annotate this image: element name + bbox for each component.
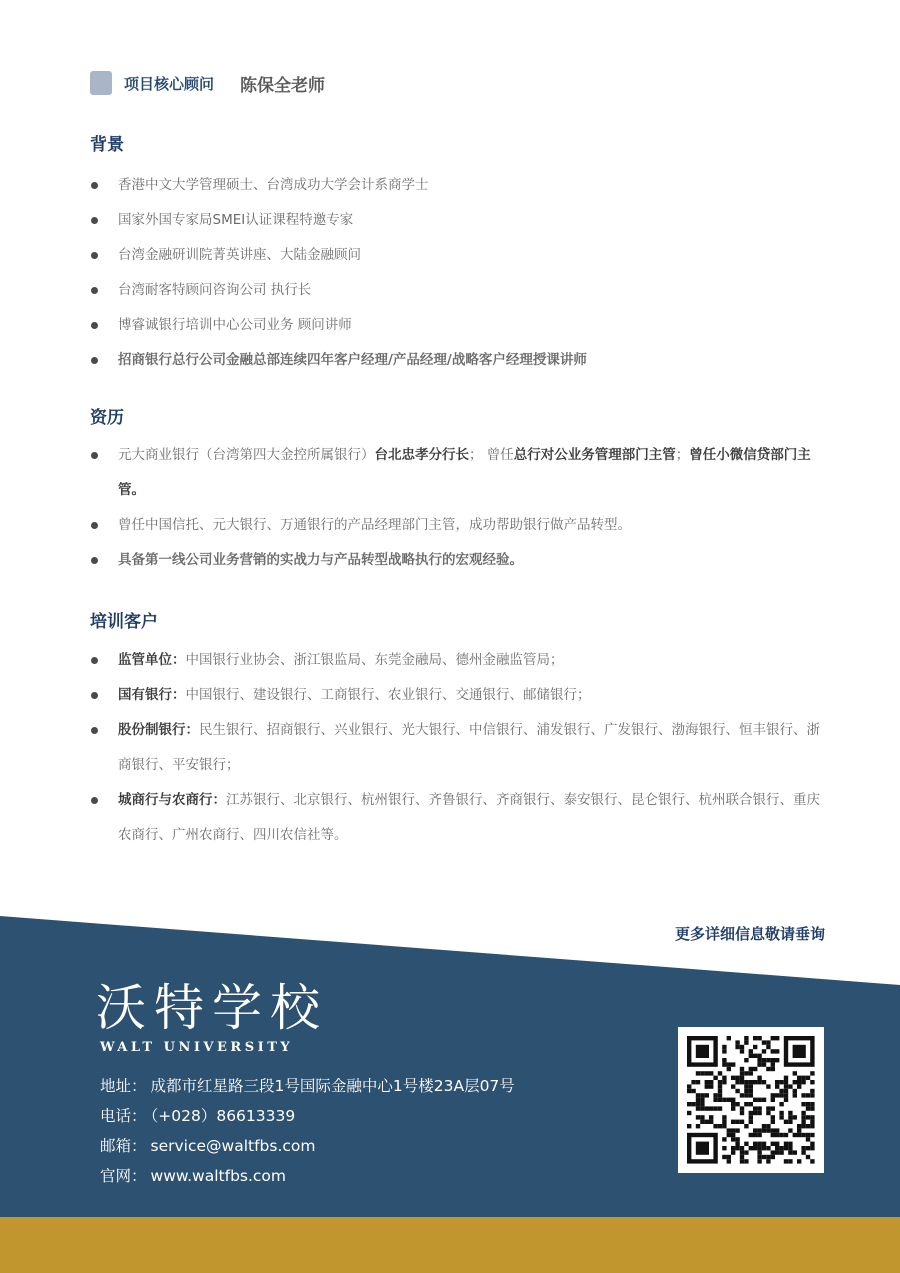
section-title-clients: 培训客户	[90, 612, 158, 632]
experience-highlight: 曾任小微信贷部门主管。	[118, 447, 811, 498]
email-line	[100, 1134, 316, 1156]
email-value[interactable]: service@waltfbs.com	[150, 1137, 316, 1155]
list-item	[90, 438, 820, 508]
list-item: 具备第一线公司业务营销的实战力与产品转型战略执行的宏观经验。	[90, 543, 820, 578]
qr-code-icon	[678, 1027, 824, 1173]
list-item	[90, 783, 820, 853]
experience-text: ；	[675, 447, 690, 463]
phone-value: （+028）86613339	[150, 1107, 296, 1125]
address-label: 地址：	[100, 1077, 147, 1095]
client-names: 民生银行、招商银行、兴业银行、光大银行、中信银行、浦发银行、广发银行、渤海银行、恒丰银行、浙商银行、平安银行；	[118, 722, 820, 773]
list-item	[90, 643, 820, 678]
phone-label: 电话：	[100, 1107, 147, 1125]
client-names: 江苏银行、北京银行、杭州银行、齐鲁银行、齐商银行、泰安银行、昆仑银行、杭州联合银行、重庆农商行、广州农商行、四川农信社等。	[118, 792, 820, 843]
clients-list	[90, 643, 820, 853]
qr-code	[678, 1027, 824, 1173]
list-item: 香港中文大学管理硕士、台湾成功大学会计系商学士	[90, 175, 820, 210]
list-item	[90, 678, 820, 713]
list-item: 招商银行总行公司金融总部连续四年客户经理/产品经理/战略客户经理授课讲师	[90, 350, 820, 385]
client-category: 股份制银行：	[118, 722, 199, 738]
list-item: 国家外国专家局SMEI认证课程特邀专家	[90, 210, 820, 245]
header-square-icon	[90, 71, 112, 95]
list-item	[90, 713, 820, 783]
email-label: 邮箱：	[100, 1137, 147, 1155]
experience-highlight: 总行对公业务管理部门主管	[513, 447, 676, 463]
advisor-role-label: 项目核心顾问	[124, 74, 215, 93]
section-title-background: 背景	[90, 135, 124, 155]
background-list	[90, 175, 820, 385]
experience-text: 元大商业银行（台湾第四大金控所属银行）	[118, 447, 375, 463]
experience-highlight: 台北忠孝分行长	[374, 447, 469, 463]
website-line	[100, 1164, 286, 1186]
logo-english: WALT UNIVERSITY	[100, 1040, 294, 1055]
list-item: 台湾金融研训院菁英讲座、大陆金融顾问	[90, 245, 820, 280]
advisor-header	[90, 70, 325, 96]
experience-text: ； 曾任	[469, 447, 514, 463]
website-label: 官网：	[100, 1167, 147, 1185]
website-link[interactable]: www.waltfbs.com	[150, 1167, 287, 1185]
client-category: 监管单位：	[118, 652, 186, 668]
client-category: 国有银行：	[118, 687, 186, 703]
list-item: 博睿诚银行培训中心公司业务 顾问讲师	[90, 315, 820, 350]
client-category: 城商行与农商行：	[118, 792, 226, 808]
logo-chinese: 沃特学校	[96, 979, 328, 1037]
phone-line	[100, 1104, 295, 1126]
section-title-experience: 资历	[90, 408, 124, 428]
more-info-text: 更多详细信息敬请垂询	[674, 925, 825, 943]
address-value: 成都市红星路三段1号国际金融中心1号楼23A层07号	[150, 1077, 515, 1095]
advisor-name: 陈保全老师	[240, 75, 326, 96]
client-names: 中国银行、建设银行、工商银行、农业银行、交通银行、邮储银行；	[185, 687, 591, 703]
client-names: 中国银行业协会、浙江银监局、东莞金融局、德州金融监管局；	[185, 652, 564, 668]
experience-list	[90, 438, 820, 578]
footer-gold-band	[0, 1217, 900, 1273]
list-item: 曾任中国信托、元大银行、万通银行的产品经理部门主管，成功帮助银行做产品转型。	[90, 508, 820, 543]
address-line	[100, 1074, 515, 1096]
list-item: 台湾耐客特顾问咨询公司 执行长	[90, 280, 820, 315]
